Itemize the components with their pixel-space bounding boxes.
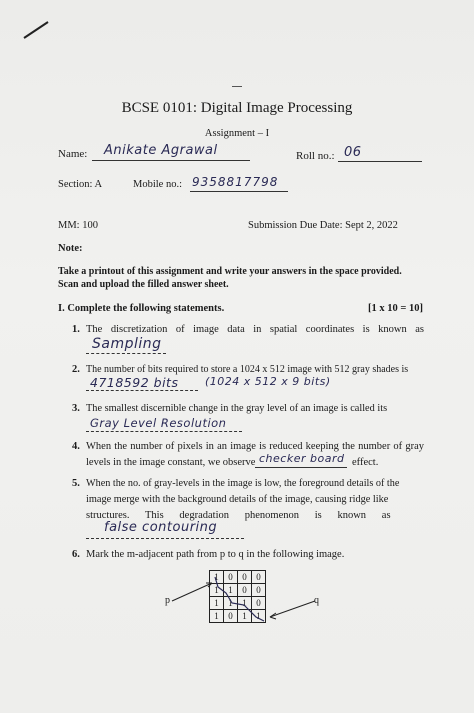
question-text: The discretization of image data in spatial coordinates is known as <box>86 324 424 335</box>
question-text: image merge with the background details of the image, causing ridge like <box>86 494 389 505</box>
section-title: I. Complete the following statements. <box>58 303 225 314</box>
grid-cell: 0 <box>238 571 252 584</box>
mobile-label: Mobile no.: <box>133 179 182 190</box>
name-value: Anikate Agrawal <box>104 143 218 158</box>
mobile-underline <box>190 191 288 192</box>
question-text: When the no. of gray-levels in the image is low, the foreground details of the <box>86 478 400 489</box>
answer-2-working: (1024 x 512 x 9 bits) <box>205 375 331 388</box>
grid-cell: 1 <box>210 597 224 610</box>
assignment-title: Assignment – I <box>204 128 270 139</box>
pen-mark <box>22 18 52 42</box>
question-text: structures. This degradation phenomenon is known as <box>86 510 391 521</box>
answer-5: false contouring <box>104 520 218 535</box>
question-text: The smallest discernible change in the gray level of an image is called its <box>86 403 388 414</box>
q-label: q <box>314 595 319 606</box>
question-text: levels in the image constant, we observe <box>86 457 256 468</box>
grid-cell: 1 <box>224 597 238 610</box>
p-label: p <box>165 595 170 606</box>
due-date: Submission Due Date: Sept 2, 2022 <box>248 220 398 231</box>
grid-cell: 1 <box>238 610 252 623</box>
answer-3: Gray Level Resolution <box>90 416 227 430</box>
roll-underline <box>338 161 422 162</box>
mobile-value: 9358817798 <box>192 175 279 189</box>
path-annotation <box>160 565 330 635</box>
question-number: 6. <box>72 549 80 560</box>
grid-cell: 1 <box>238 597 252 610</box>
grid-cell: 1 <box>252 610 266 623</box>
answer-underline <box>86 353 166 354</box>
instructions-line-1: Take a printout of this assignment and write your answers in the space provided. <box>58 266 402 277</box>
question-number: 1. <box>72 324 80 335</box>
name-label: Name: <box>58 148 88 160</box>
grid-cell: 1 <box>210 571 224 584</box>
question-number: 5. <box>72 478 80 489</box>
roll-label: Roll no.: <box>296 150 335 162</box>
answer-underline <box>86 431 242 432</box>
question-text: When the number of pixels in an image is reduced keeping the number of gray <box>86 441 424 452</box>
answer-2: 4718592 bits <box>90 375 179 390</box>
answer-underline <box>86 390 198 391</box>
grid-cell: 0 <box>252 597 266 610</box>
grid-cell: 0 <box>224 571 238 584</box>
question-text: effect. <box>352 457 379 468</box>
section-marks: [1 x 10 = 10] <box>368 303 423 314</box>
grid-cell: 1 <box>210 584 224 597</box>
grid-cell: 0 <box>252 571 266 584</box>
answer-1: Sampling <box>92 336 162 352</box>
question-number: 3. <box>72 403 80 414</box>
instructions-line-2: Scan and upload the filled answer sheet. <box>58 279 229 290</box>
max-marks: MM: 100 <box>58 220 98 231</box>
answer-4: checker board <box>259 452 345 465</box>
small-dash <box>232 86 242 87</box>
note-label: Note: <box>58 243 83 254</box>
question-text: The number of bits required to store a 1024 x 512 image with 512 gray shades is <box>86 364 409 375</box>
grid-cell: 0 <box>252 584 266 597</box>
section-label: Section: A <box>58 179 103 190</box>
answer-underline <box>86 538 244 539</box>
name-underline <box>92 160 250 161</box>
roll-value: 06 <box>344 145 362 160</box>
grid-cell: 1 <box>210 610 224 623</box>
question-number: 2. <box>72 364 80 375</box>
grid-cell: 0 <box>238 584 252 597</box>
question-text: Mark the m-adjacent path from p to q in the following image. <box>86 549 345 560</box>
answer-underline <box>255 467 347 468</box>
grid-cell: 1 <box>224 584 238 597</box>
grid-cell: 0 <box>224 610 238 623</box>
course-title: BCSE 0101: Digital Image Processing <box>121 100 353 116</box>
question-number: 4. <box>72 441 80 452</box>
